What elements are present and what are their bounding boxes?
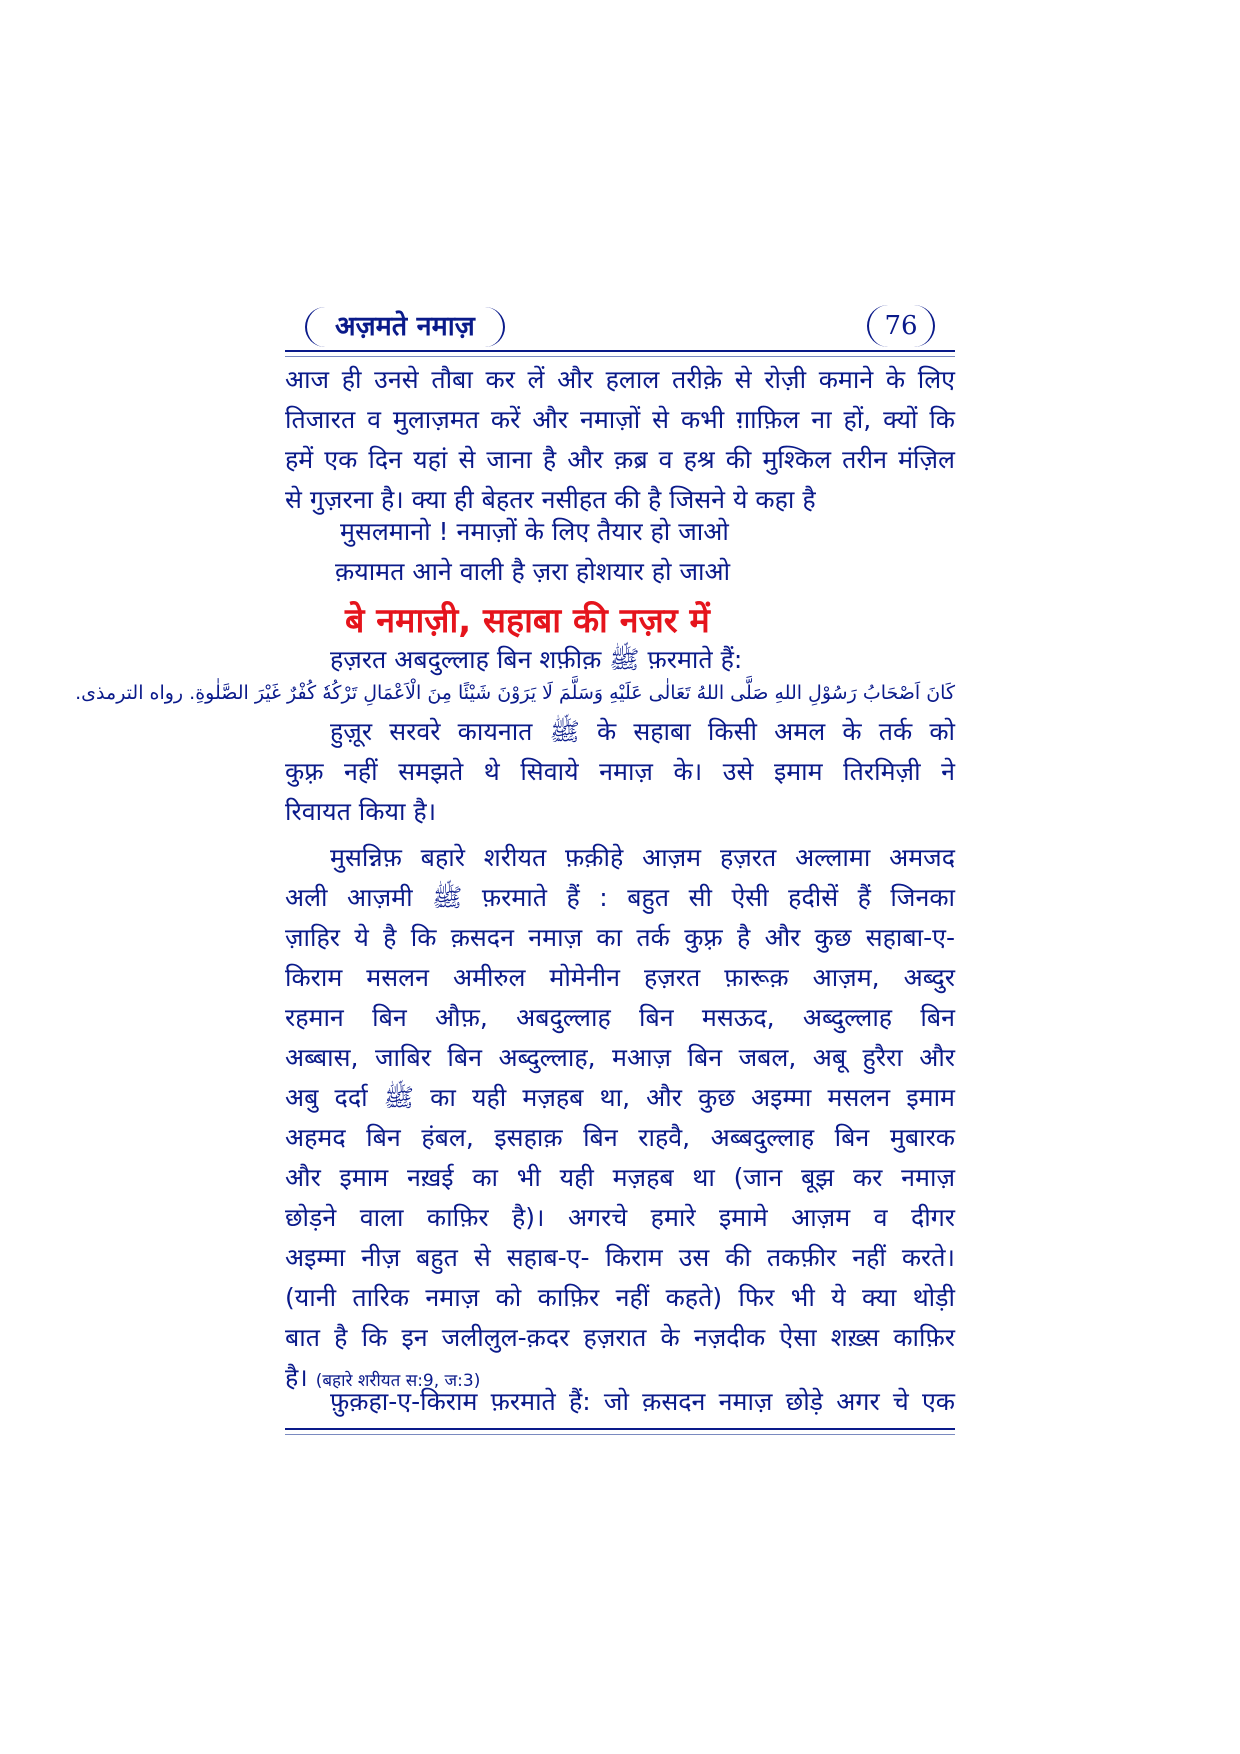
text-line: अली आज़मी ﷺ फ़रमाते हैं : बहुत सी ऐसी हदीसें हैं जिनका bbox=[285, 883, 955, 912]
text-line: किराम मसलन अमीरुल मोमेनीन हज़रत फ़ारूक़ आज़म, अब्दुर bbox=[285, 963, 955, 992]
footer-rule bbox=[285, 1428, 955, 1430]
text-line: बात है कि इन जलीलुल-क़दर हज़रात के नज़दीक ऐसा शख़्स काफ़िर bbox=[285, 1323, 955, 1352]
section-heading: बे नमाज़ी, सहाबा की नज़र में bbox=[345, 601, 710, 641]
text-line: कुफ़्र नहीं समझते थे सिवाये नमाज़ के। उसे इमाम तिरमिज़ी ने bbox=[285, 757, 955, 786]
arabic-quote: كَانَ اَصْحَابُ رَسُوْلِ اللهِ صَلَّى اللهُ تَعَالٰى عَلَيْهِ وَسَلَّمَ لَا يَرَوْنَ شَيْئًا مِنَ الْاَعْمَالِ تَرْكُهٗ كُفْرٌ غَيْرَ الصَّلٰوةِ. رواه الترمذى. bbox=[75, 682, 955, 704]
text-line: अब्बास, जाबिर बिन अब्दुल्लाह, मआज़ बिन जबल, अबू हुरैरा और bbox=[285, 1043, 955, 1072]
verse-line: मुसलमानो ! नमाज़ों के लिए तैयार हो जाओ bbox=[340, 517, 729, 546]
text-line: अबु दर्दा ﷺ का यही मज़हब था, और कुछ अइम्मा मसलन इमाम bbox=[285, 1083, 955, 1112]
footer-rule-secondary bbox=[285, 1434, 955, 1435]
text-line: आज ही उनसे तौबा कर लें और हलाल तरीक़े से रोज़ी कमाने के लिए bbox=[285, 365, 955, 394]
header-rule bbox=[285, 350, 955, 352]
text-line: फ़ुक़हा-ए-किराम फ़रमाते हैं: जो क़सदन नमाज़ छोड़े अगर चे एक bbox=[330, 1387, 955, 1416]
text-line: अहमद बिन हंबल, इसहाक़ बिन राहवै, अब्बदुल्लाह बिन मुबारक bbox=[285, 1123, 955, 1152]
text-line: अइम्मा नीज़ बहुत से सहाब-ए- किराम उस की तकफ़ीर नहीं करते। bbox=[285, 1243, 955, 1272]
text-line: हुज़ूर सरवरे कायनात ﷺ के सहाबा किसी अमल के तर्क को bbox=[330, 717, 956, 746]
text-line: तिजारत व मुलाज़मत करें और नमाज़ों से कभी ग़ाफ़िल ना हों, क्यों कि bbox=[285, 405, 955, 434]
text-end: है। bbox=[285, 1363, 308, 1392]
text-line: छोड़ने वाला काफ़िर है)। अगरचे हमारे इमामे आज़म व दीगर bbox=[285, 1203, 955, 1232]
text-line: रिवायत किया है। bbox=[285, 797, 437, 826]
book-title: अज़मते नमाज़ bbox=[305, 307, 505, 347]
text-line: हमें एक दिन यहां से जाना है और क़ब्र व हश्र की मुश्किल तरीन मंज़िल bbox=[285, 445, 955, 474]
citation: (बहारे शरीयत स:9, ज:3) bbox=[315, 1371, 481, 1391]
verse-line: क़यामत आने वाली है ज़रा होशयार हो जाओ bbox=[335, 557, 731, 586]
text-line: ज़ाहिर ये है कि क़सदन नमाज़ का तर्क कुफ़्र है और कुछ सहाबा-ए- bbox=[285, 923, 955, 952]
text-line: और इमाम नख़ई का भी यही मज़हब था (जान बूझ कर नमाज़ bbox=[285, 1163, 955, 1192]
page-header bbox=[285, 305, 955, 355]
text-line: से गुज़रना है। क्या ही बेहतर नसीहत की है जिसने ये कहा है bbox=[285, 485, 816, 514]
text-line: रहमान बिन औफ़, अबदुल्लाह बिन मसऊद, अब्दुल्लाह बिन bbox=[285, 1003, 955, 1032]
page-number: 76 bbox=[867, 305, 935, 347]
header-rule-secondary bbox=[285, 356, 955, 357]
text-line: मुसन्निफ़ बहारे शरीयत फ़क़ीहे आज़म हज़रत अल्लामा अमजद bbox=[330, 843, 955, 872]
intro-line: हज़रत अबदुल्लाह बिन शफ़ीक़ ﷺ फ़रमाते हैं: bbox=[330, 645, 743, 674]
text-line: (यानी तारिक नमाज़ को काफ़िर नहीं कहते) फिर भी ये क्या थोड़ी bbox=[285, 1283, 955, 1312]
